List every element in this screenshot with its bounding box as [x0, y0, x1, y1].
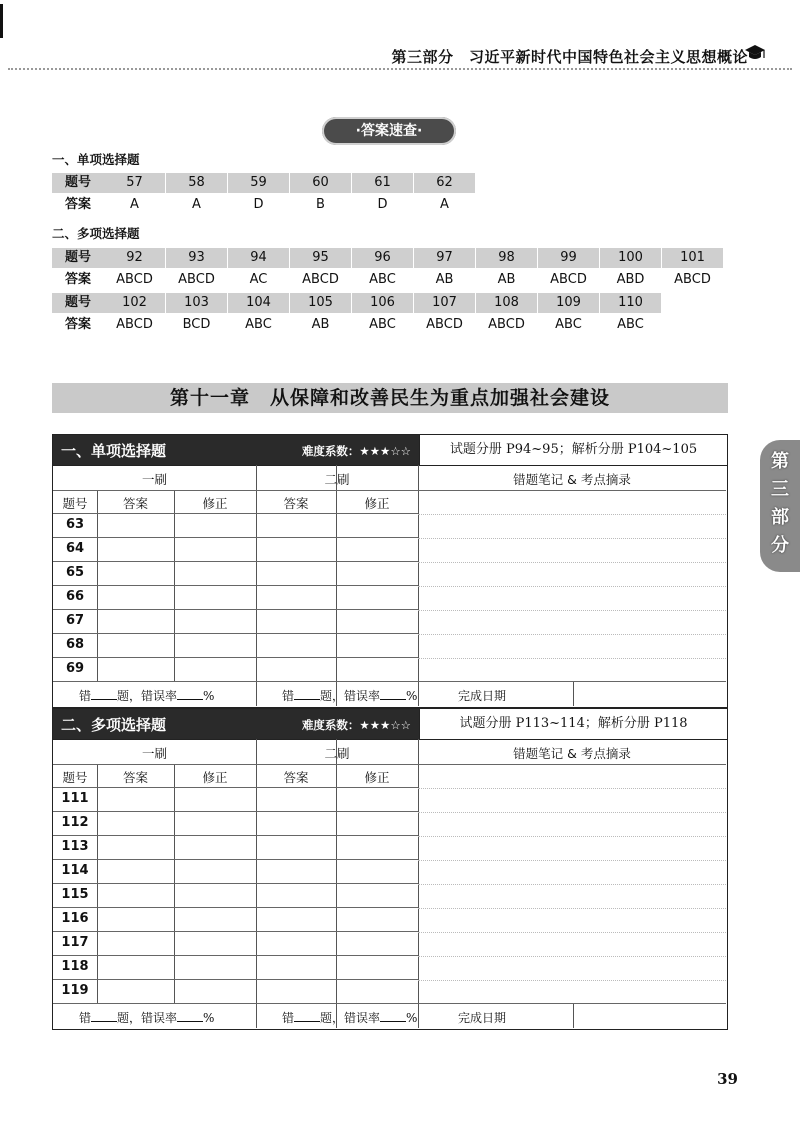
answer-cell[interactable]	[174, 859, 256, 883]
col-answer-header: 答案	[283, 770, 309, 785]
answer-cell[interactable]	[97, 955, 174, 979]
note-line	[418, 538, 726, 539]
answer-cell[interactable]	[336, 907, 418, 931]
answer-cell[interactable]	[97, 883, 174, 907]
answer-cell[interactable]	[256, 955, 336, 979]
question-number: 57	[104, 173, 165, 193]
single-num-row	[52, 173, 476, 193]
foot-err: 错	[79, 689, 92, 703]
answer-cell[interactable]	[97, 633, 174, 657]
question-number: 100	[600, 248, 661, 268]
question-number: 118	[61, 959, 89, 974]
answer-cell[interactable]	[174, 561, 256, 585]
col-fix-header: 修正	[364, 770, 390, 785]
answer-label: 答案	[64, 317, 91, 332]
single-choice-heading: 一、单项选择题	[52, 152, 140, 167]
question-number: 116	[61, 911, 89, 926]
answer-value: ABC	[245, 317, 272, 332]
round-1-label: 一刷	[141, 472, 167, 487]
question-number: 62	[414, 173, 475, 193]
question-number: 66	[65, 589, 85, 604]
question-number: 103	[166, 293, 227, 313]
answer-cell[interactable]	[256, 979, 336, 1003]
answer-cell[interactable]	[336, 811, 418, 835]
round-1-label: 一刷	[141, 746, 167, 761]
answer-cell[interactable]	[174, 931, 256, 955]
answer-cell[interactable]	[256, 609, 336, 633]
question-number: 58	[166, 173, 227, 193]
notes-label: 错题笔记 & 考点摘录	[513, 472, 631, 487]
answer-cell[interactable]	[174, 585, 256, 609]
answer-value: ABD	[616, 272, 645, 287]
col-answer-header: 答案	[122, 770, 148, 785]
answer-cell[interactable]	[256, 585, 336, 609]
answer-value: ABCD	[674, 272, 711, 287]
answer-cell[interactable]	[97, 561, 174, 585]
question-number: 97	[414, 248, 475, 268]
side-tab-char: 第	[771, 451, 789, 472]
graduation-cap-icon	[744, 42, 766, 64]
answer-cell[interactable]	[174, 907, 256, 931]
answer-cell[interactable]	[256, 561, 336, 585]
blank-count[interactable]	[91, 689, 117, 700]
table-title: 一、单项选择题	[61, 442, 167, 460]
question-number: 64	[65, 541, 85, 556]
foot-err: 错	[282, 689, 295, 703]
answer-cell[interactable]	[256, 513, 336, 537]
answer-cell[interactable]	[97, 513, 174, 537]
question-number: 96	[352, 248, 413, 268]
round-2-label: 二刷	[324, 746, 350, 761]
question-number: 94	[228, 248, 289, 268]
round-2-label: 二刷	[324, 472, 350, 487]
col-num-header: 题号	[62, 496, 88, 511]
answer-value: A	[440, 197, 449, 212]
col-fix-header: 修正	[202, 770, 228, 785]
answer-cell[interactable]	[256, 835, 336, 859]
question-number: 67	[65, 613, 85, 628]
question-number: 61	[352, 173, 413, 193]
answer-label: 答案	[64, 197, 91, 212]
table-title: 二、多项选择题	[61, 716, 167, 734]
completion-date-label: 完成日期	[458, 1011, 507, 1025]
note-line	[418, 884, 726, 885]
note-line	[418, 514, 726, 515]
note-line	[418, 956, 726, 957]
row-divider	[53, 681, 418, 682]
col-fix-header: 修正	[364, 496, 390, 511]
foot-pct: %	[203, 1011, 215, 1025]
error-rate-foot-2	[282, 1009, 417, 1026]
note-line	[418, 586, 726, 587]
answer-cell[interactable]	[336, 537, 418, 561]
answer-cell[interactable]	[336, 979, 418, 1003]
answer-cell[interactable]	[174, 513, 256, 537]
answer-cell[interactable]	[336, 561, 418, 585]
foot-err: 错	[79, 1011, 92, 1025]
blank-count[interactable]	[294, 1011, 320, 1022]
answer-value: D	[377, 197, 388, 212]
answer-cell[interactable]	[174, 657, 256, 681]
num-label: 题号	[52, 248, 104, 268]
answer-value: AC	[249, 272, 268, 287]
answer-cell[interactable]	[336, 585, 418, 609]
multi-num-row-1	[52, 248, 724, 268]
answer-cell[interactable]	[97, 811, 174, 835]
answer-cell[interactable]	[336, 931, 418, 955]
note-line	[418, 980, 726, 981]
answer-value: ABC	[617, 317, 644, 332]
answer-cell[interactable]	[256, 931, 336, 955]
answer-cell[interactable]	[256, 859, 336, 883]
note-line	[418, 812, 726, 813]
part-side-tab	[760, 440, 800, 572]
answer-cell[interactable]	[174, 979, 256, 1003]
answer-cell[interactable]	[174, 835, 256, 859]
answer-cell[interactable]	[97, 609, 174, 633]
blank-count[interactable]	[294, 689, 320, 700]
question-number: 109	[538, 293, 599, 313]
table-header	[53, 435, 727, 466]
answer-value: ABC	[369, 272, 396, 287]
question-number: 92	[104, 248, 165, 268]
question-number: 105	[290, 293, 351, 313]
blank-rate[interactable]	[380, 1011, 406, 1022]
question-number: 110	[600, 293, 661, 313]
foot-pct: %	[406, 689, 418, 703]
answer-value: AB	[311, 317, 330, 332]
question-number: 101	[662, 248, 723, 268]
answer-cell[interactable]	[97, 859, 174, 883]
row-divider	[53, 1003, 418, 1004]
page-number: 39	[717, 1070, 738, 1088]
reference-pages: 试题分册 P113~114；解析分册 P118	[419, 709, 727, 739]
completion-date-field[interactable]	[573, 681, 726, 706]
answer-cell[interactable]	[97, 585, 174, 609]
answer-cell[interactable]	[336, 513, 418, 537]
col-answer-header: 答案	[122, 496, 148, 511]
error-rate-foot-1	[79, 1009, 214, 1026]
running-header: 第三部分 习近平新时代中国特色社会主义思想概论	[391, 48, 748, 66]
foot-pct: %	[406, 1011, 418, 1025]
chapter-title: 第十一章 从保障和改善民生为重点加强社会建设	[52, 383, 728, 413]
error-rate-foot-1	[79, 687, 214, 704]
question-number: 93	[166, 248, 227, 268]
row-divider	[53, 764, 726, 765]
question-number: 60	[290, 173, 351, 193]
answer-value: ABCD	[116, 317, 153, 332]
answer-value: ABCD	[116, 272, 153, 287]
question-number: 63	[65, 517, 85, 532]
side-tab-char: 分	[771, 535, 789, 556]
answer-value: D	[253, 197, 264, 212]
question-number: 68	[65, 637, 85, 652]
answer-cell[interactable]	[336, 835, 418, 859]
side-tab-char: 三	[771, 479, 789, 500]
margin-mark	[0, 4, 3, 38]
row-divider	[53, 490, 726, 491]
question-number: 111	[61, 791, 89, 806]
question-number: 102	[104, 293, 165, 313]
table-header	[53, 709, 727, 740]
question-number: 98	[476, 248, 537, 268]
num-label: 题号	[52, 173, 104, 193]
question-number: 117	[61, 935, 89, 950]
multi-choice-heading: 二、多项选择题	[52, 226, 140, 241]
question-number: 108	[476, 293, 537, 313]
blank-rate[interactable]	[177, 689, 203, 700]
note-line	[418, 634, 726, 635]
answer-cell[interactable]	[336, 657, 418, 681]
table-title-bar	[53, 435, 419, 465]
question-number: 113	[61, 839, 89, 854]
answer-cell[interactable]	[336, 859, 418, 883]
answer-cell[interactable]	[97, 537, 174, 561]
answer-label: 答案	[64, 272, 91, 287]
note-line	[418, 932, 726, 933]
answer-value: ABCD	[550, 272, 587, 287]
question-number: 112	[61, 815, 89, 830]
blank-rate[interactable]	[177, 1011, 203, 1022]
question-number: 95	[290, 248, 351, 268]
answer-cell[interactable]	[336, 955, 418, 979]
answer-cell[interactable]	[336, 609, 418, 633]
difficulty-rating: 难度系数：★★★☆☆	[301, 444, 411, 458]
question-number: 69	[65, 661, 85, 676]
answer-value: ABCD	[488, 317, 525, 332]
multi-choice-table	[52, 708, 728, 1030]
answer-cell[interactable]	[256, 811, 336, 835]
answer-cell[interactable]	[97, 907, 174, 931]
col-answer-header: 答案	[283, 496, 309, 511]
answer-cell[interactable]	[97, 979, 174, 1003]
completion-date-field[interactable]	[573, 1003, 726, 1028]
col-num-header: 题号	[62, 770, 88, 785]
note-line	[418, 860, 726, 861]
foot-rate: 题，错误率	[117, 689, 178, 703]
answer-value: ABCD	[426, 317, 463, 332]
answer-cell[interactable]	[97, 931, 174, 955]
answer-value: AB	[497, 272, 516, 287]
error-rate-foot-2	[282, 687, 417, 704]
answer-cell[interactable]	[174, 811, 256, 835]
multi-num-row-2	[52, 293, 662, 313]
answer-value: B	[316, 197, 325, 212]
foot-rate: 题，错误率	[320, 1011, 381, 1025]
question-number: 107	[414, 293, 475, 313]
question-number: 114	[61, 863, 89, 878]
question-number: 65	[65, 565, 85, 580]
answer-cell[interactable]	[256, 907, 336, 931]
answer-cell[interactable]	[256, 657, 336, 681]
side-tab-char: 部	[771, 507, 789, 528]
answer-cell[interactable]	[174, 537, 256, 561]
completion-date-label: 完成日期	[458, 689, 507, 703]
header-divider	[8, 68, 792, 70]
table-title-bar	[53, 709, 419, 739]
note-line	[418, 562, 726, 563]
answer-cell[interactable]	[97, 835, 174, 859]
answer-value: ABC	[369, 317, 396, 332]
answer-cell[interactable]	[256, 787, 336, 811]
answer-cell[interactable]	[256, 883, 336, 907]
difficulty-rating: 难度系数：★★★☆☆	[301, 718, 411, 732]
answer-cell[interactable]	[256, 633, 336, 657]
answer-cell[interactable]	[336, 787, 418, 811]
answer-cell[interactable]	[97, 787, 174, 811]
note-line	[418, 610, 726, 611]
answer-cell[interactable]	[174, 609, 256, 633]
note-line	[418, 658, 726, 659]
foot-rate: 题，错误率	[320, 689, 381, 703]
num-label: 题号	[52, 293, 104, 313]
question-number: 119	[61, 983, 89, 998]
question-number: 106	[352, 293, 413, 313]
question-number: 104	[228, 293, 289, 313]
answer-cell[interactable]	[174, 787, 256, 811]
answer-value: A	[130, 197, 139, 212]
answer-value: ABC	[555, 317, 582, 332]
answer-value: ABCD	[178, 272, 215, 287]
answer-value: ABCD	[302, 272, 339, 287]
note-line	[418, 788, 726, 789]
answer-cell[interactable]	[174, 883, 256, 907]
single-choice-table	[52, 434, 728, 708]
multi-answer-row-1	[52, 270, 724, 290]
answer-value: AB	[435, 272, 454, 287]
answer-value: BCD	[182, 317, 211, 332]
answer-value: A	[192, 197, 201, 212]
blank-count[interactable]	[91, 1011, 117, 1022]
answer-cell[interactable]	[174, 955, 256, 979]
reference-pages: 试题分册 P94~95；解析分册 P104~105	[419, 435, 727, 465]
blank-rate[interactable]	[380, 689, 406, 700]
notes-label: 错题笔记 & 考点摘录	[513, 746, 631, 761]
answer-cell[interactable]	[97, 657, 174, 681]
answer-key-badge: ·答案速查·	[322, 117, 456, 145]
question-number: 99	[538, 248, 599, 268]
single-answer-row	[52, 195, 476, 215]
note-line	[418, 908, 726, 909]
question-number: 59	[228, 173, 289, 193]
col-fix-header: 修正	[202, 496, 228, 511]
foot-pct: %	[203, 689, 215, 703]
question-number: 115	[61, 887, 89, 902]
foot-rate: 题，错误率	[117, 1011, 178, 1025]
answer-cell[interactable]	[336, 633, 418, 657]
multi-answer-row-2	[52, 315, 662, 335]
foot-err: 错	[282, 1011, 295, 1025]
answer-cell[interactable]	[256, 537, 336, 561]
note-line	[418, 836, 726, 837]
answer-cell[interactable]	[336, 883, 418, 907]
answer-cell[interactable]	[174, 633, 256, 657]
